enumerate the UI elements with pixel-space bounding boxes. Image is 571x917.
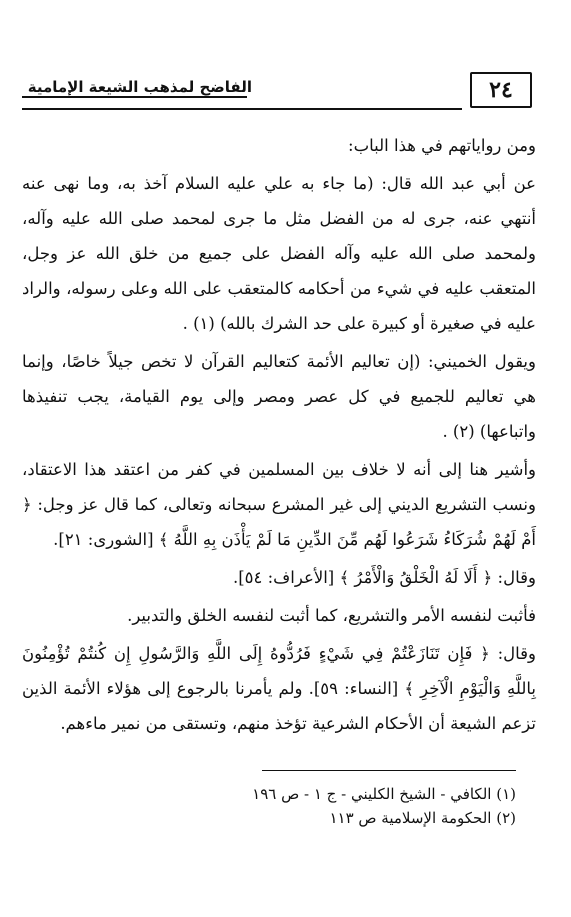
paragraph-narration: عن أبي عبد الله قال: (ما جاء به علي عليه السلام آخذ به، وما نهى عنه أنتهي عنه، جرى له من الفضل مثل ما جرى لمحمد صلى الله عليه وآله، ولمحمد صلى الله عليه وآله الفضل على جميع من خلق الله عز وجل، المتعقب عليه في شيء من أحكامه كالمتعقب على الله وعلى رسوله، والراد عليه في صغيرة أو كبيرة على حد الشرك بالله) (١) . [22,174,536,333]
header-decorative-rule [22,96,247,98]
paragraph-conclusion: فأثبت لنفسه الأمر والتشريع، كما أثبت لنفسه الخلق والتدبير. [127,606,536,625]
running-title: الفاضح لمذهب الشيعة الإمامية [27,78,252,96]
footnote-1: (١) الكافي - الشيخ الكليني - ج ١ - ص ١٩٦ [252,785,516,803]
footnote-separator [262,770,516,771]
page-number: ٢٤ [470,72,532,108]
page-body [22,128,536,741]
footnotes [200,782,516,830]
page-header [22,72,532,112]
header-rule [22,108,462,110]
paragraph-khomeini-quote: ويقول الخميني: (إن تعاليم الأئمة كتعاليم القرآن لا تخص جيلاً خاصًا، وإنما هي تعاليم للجميع في كل عصر ومصر وإلى يوم القيامة، يجب تنفيذها واتباعها) (٢) . [22,352,536,441]
paragraph-verse-araf: وقال: ﴿ أَلَا لَهُ الْخَلْقُ وَالْأَمْرُ ﴾ [الأعراف: ٥٤]. [232,568,536,587]
paragraph-refutation: وأشير هنا إلى أنه لا خلاف بين المسلمين في كفر من اعتقد هذا الاعتقاد، ونسب التشريع الديني إلى غير المشرع سبحانه وتعالى، كما قال عز وجل: ﴿ أَمْ لَهُمْ شُرَكَاءُ شَرَعُوا لَهُم مِّنَ الدِّينِ مَا لَمْ يَأْذَن بِهِ اللَّهُ ﴾ [الشورى: ٢١]. [22,460,536,549]
footnote-2: (٢) الحكومة الإسلامية ص ١١٣ [329,809,516,827]
paragraph-intro: ومن رواياتهم في هذا الباب: [348,136,536,155]
paragraph-verse-nisa: وقال: ﴿ فَإِن تَنَازَعْتُمْ فِي شَيْءٍ فَرُدُّوهُ إِلَى اللَّهِ وَالرَّسُولِ إِن كُنتُمْ تُؤْمِنُونَ بِاللَّهِ وَالْيَوْمِ الْآخِرِ ﴾ [النساء: ٥٩]. ولم يأمرنا بالرجوع إلى هؤلاء الأئمة الذين تزعم الشيعة أن الأحكام الشرعية تؤخذ منهم، وتستقى من نمير ماءهم. [22,644,536,733]
